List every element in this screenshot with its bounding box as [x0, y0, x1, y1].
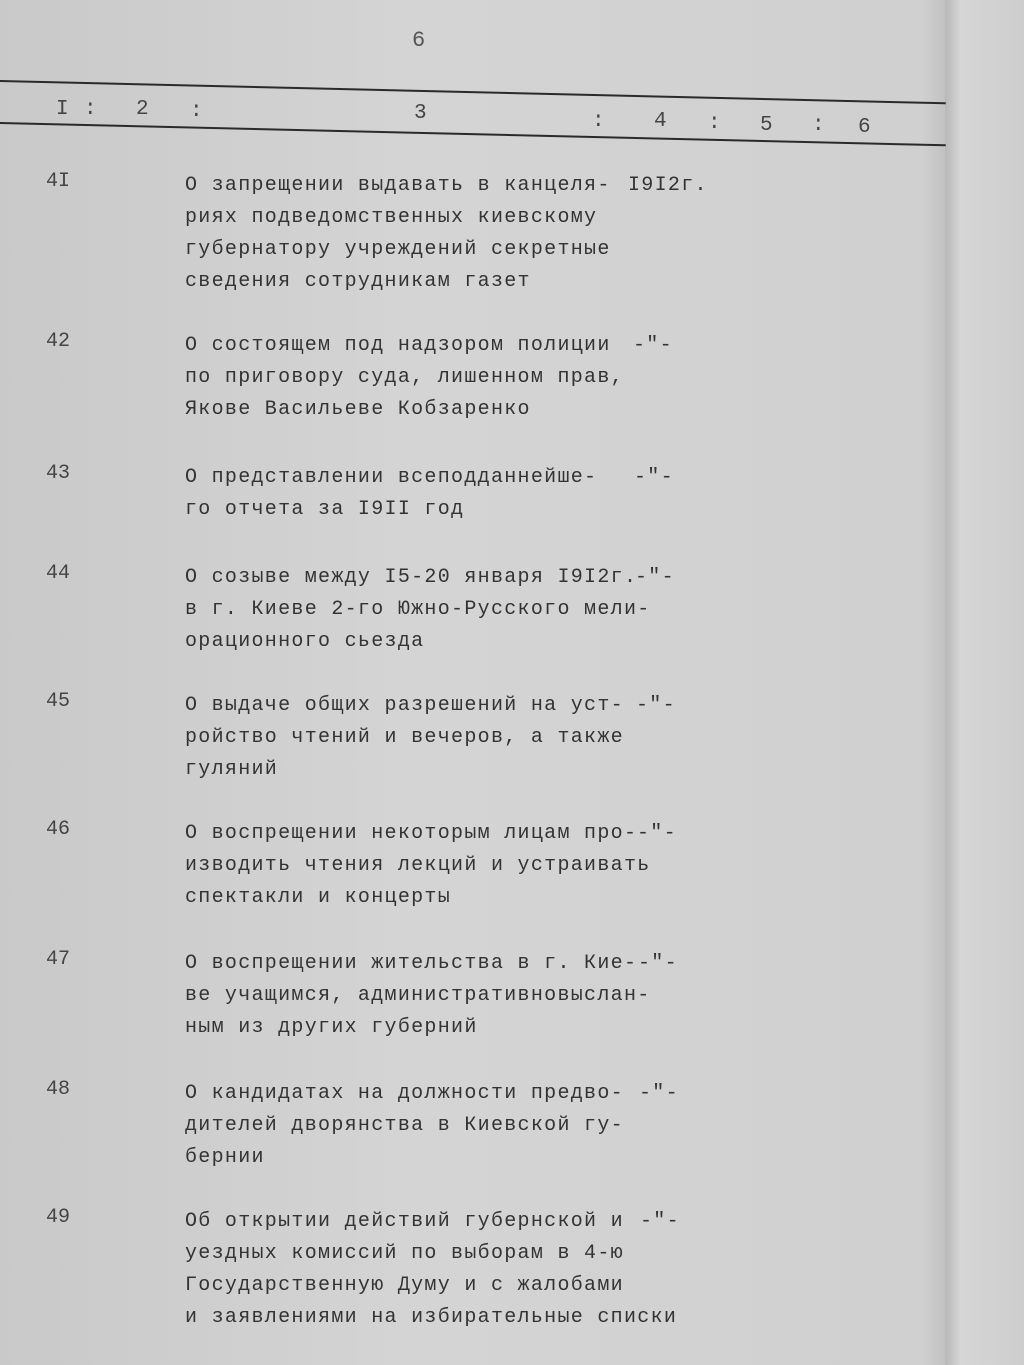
- description-line: О представлении всеподданнейше-: [185, 466, 598, 489]
- description-line: О воспрещении жительства в г. Кие-: [185, 952, 638, 975]
- description-line: риях подведомственных киевскому: [185, 206, 598, 229]
- col-separator: :: [84, 98, 97, 121]
- description-line: Государственную Думу и с жалобами: [185, 1274, 624, 1297]
- description-line: изводить чтения лекций и устраивать: [185, 854, 651, 877]
- entry-number: 4I: [46, 170, 71, 193]
- description-line: и заявлениями на избирательные списки: [185, 1306, 678, 1329]
- col-separator: :: [190, 100, 203, 123]
- col-3-header: 3: [414, 102, 427, 125]
- entry-number: 42: [46, 330, 71, 353]
- header-bottom-rule: [0, 122, 946, 146]
- entry-description: [185, 818, 651, 914]
- entry-number: 46: [46, 818, 71, 841]
- entry-description: [185, 562, 651, 658]
- description-line: О кандидатах на должности предво-: [185, 1082, 624, 1105]
- description-line: го отчета за I9II год: [185, 498, 465, 521]
- entry-number: 44: [46, 562, 71, 585]
- entry-date: I9I2г.: [628, 174, 708, 197]
- entry-number: 47: [46, 948, 71, 971]
- description-line: Якове Васильеве Кобзаренко: [185, 398, 531, 421]
- col-5-header: 5: [760, 114, 773, 137]
- entry-date: -"-: [636, 694, 676, 717]
- entry-number: 45: [46, 690, 71, 713]
- description-line: дителей дворянства в Киевской гу-: [185, 1114, 624, 1137]
- description-line: ве учащимся, административновыслан-: [185, 984, 651, 1007]
- description-line: О запрещении выдавать в канцеля-: [185, 174, 611, 197]
- description-line: О выдаче общих разрешений на уст-: [185, 694, 624, 717]
- page-number: 6: [412, 28, 426, 53]
- col-separator: :: [812, 114, 825, 137]
- entry-number: 49: [46, 1206, 71, 1229]
- entry-description: [185, 948, 651, 1044]
- col-separator: :: [708, 112, 721, 135]
- entry-description: [185, 462, 597, 526]
- col-2-header: 2: [136, 98, 149, 121]
- description-line: бернии: [185, 1146, 265, 1169]
- col-separator: :: [592, 110, 605, 133]
- description-line: в г. Киеве 2-го Южно-Русского мели-: [185, 598, 651, 621]
- entry-date: -"-: [640, 1210, 680, 1233]
- col-6-header: 6: [858, 116, 871, 139]
- description-line: О состоящем под надзором полиции: [185, 334, 611, 357]
- description-line: О воспрещении некоторым лицам про-: [185, 822, 638, 845]
- entry-description: [185, 1078, 624, 1174]
- entry-date: -"-: [639, 1082, 679, 1105]
- description-line: гуляний: [185, 758, 279, 781]
- col-1-header: I: [56, 98, 69, 121]
- page-edge: [945, 0, 1024, 1365]
- col-4-header: 4: [654, 110, 667, 133]
- entry-description: [185, 690, 624, 786]
- description-line: ройство чтений и вечеров, а также: [185, 726, 624, 749]
- description-line: по приговору суда, лишенном прав,: [185, 366, 624, 389]
- entry-number: 43: [46, 462, 71, 485]
- description-line: орационного сьезда: [185, 630, 425, 653]
- entry-description: [185, 330, 624, 426]
- description-line: спектакли и концерты: [185, 886, 452, 909]
- entry-description: [185, 170, 611, 298]
- entry-number: 48: [46, 1078, 71, 1101]
- description-line: ным из других губерний: [185, 1016, 478, 1039]
- entry-date: -"-: [638, 952, 678, 975]
- entry-description: [185, 1206, 677, 1334]
- description-line: уездных комиссий по выборам в 4-ю: [185, 1242, 624, 1265]
- description-line: Об открытии действий губернской и: [185, 1210, 624, 1233]
- entry-date: -"-: [634, 466, 674, 489]
- description-line: сведения сотрудникам газет: [185, 270, 531, 293]
- description-line: О созыве между I5-20 января I9I2г.: [185, 566, 638, 589]
- entry-date: -"-: [633, 334, 673, 357]
- description-line: губернатору учреждений секретные: [185, 238, 611, 261]
- entry-date: -"-: [635, 566, 675, 589]
- entry-date: -"-: [637, 822, 677, 845]
